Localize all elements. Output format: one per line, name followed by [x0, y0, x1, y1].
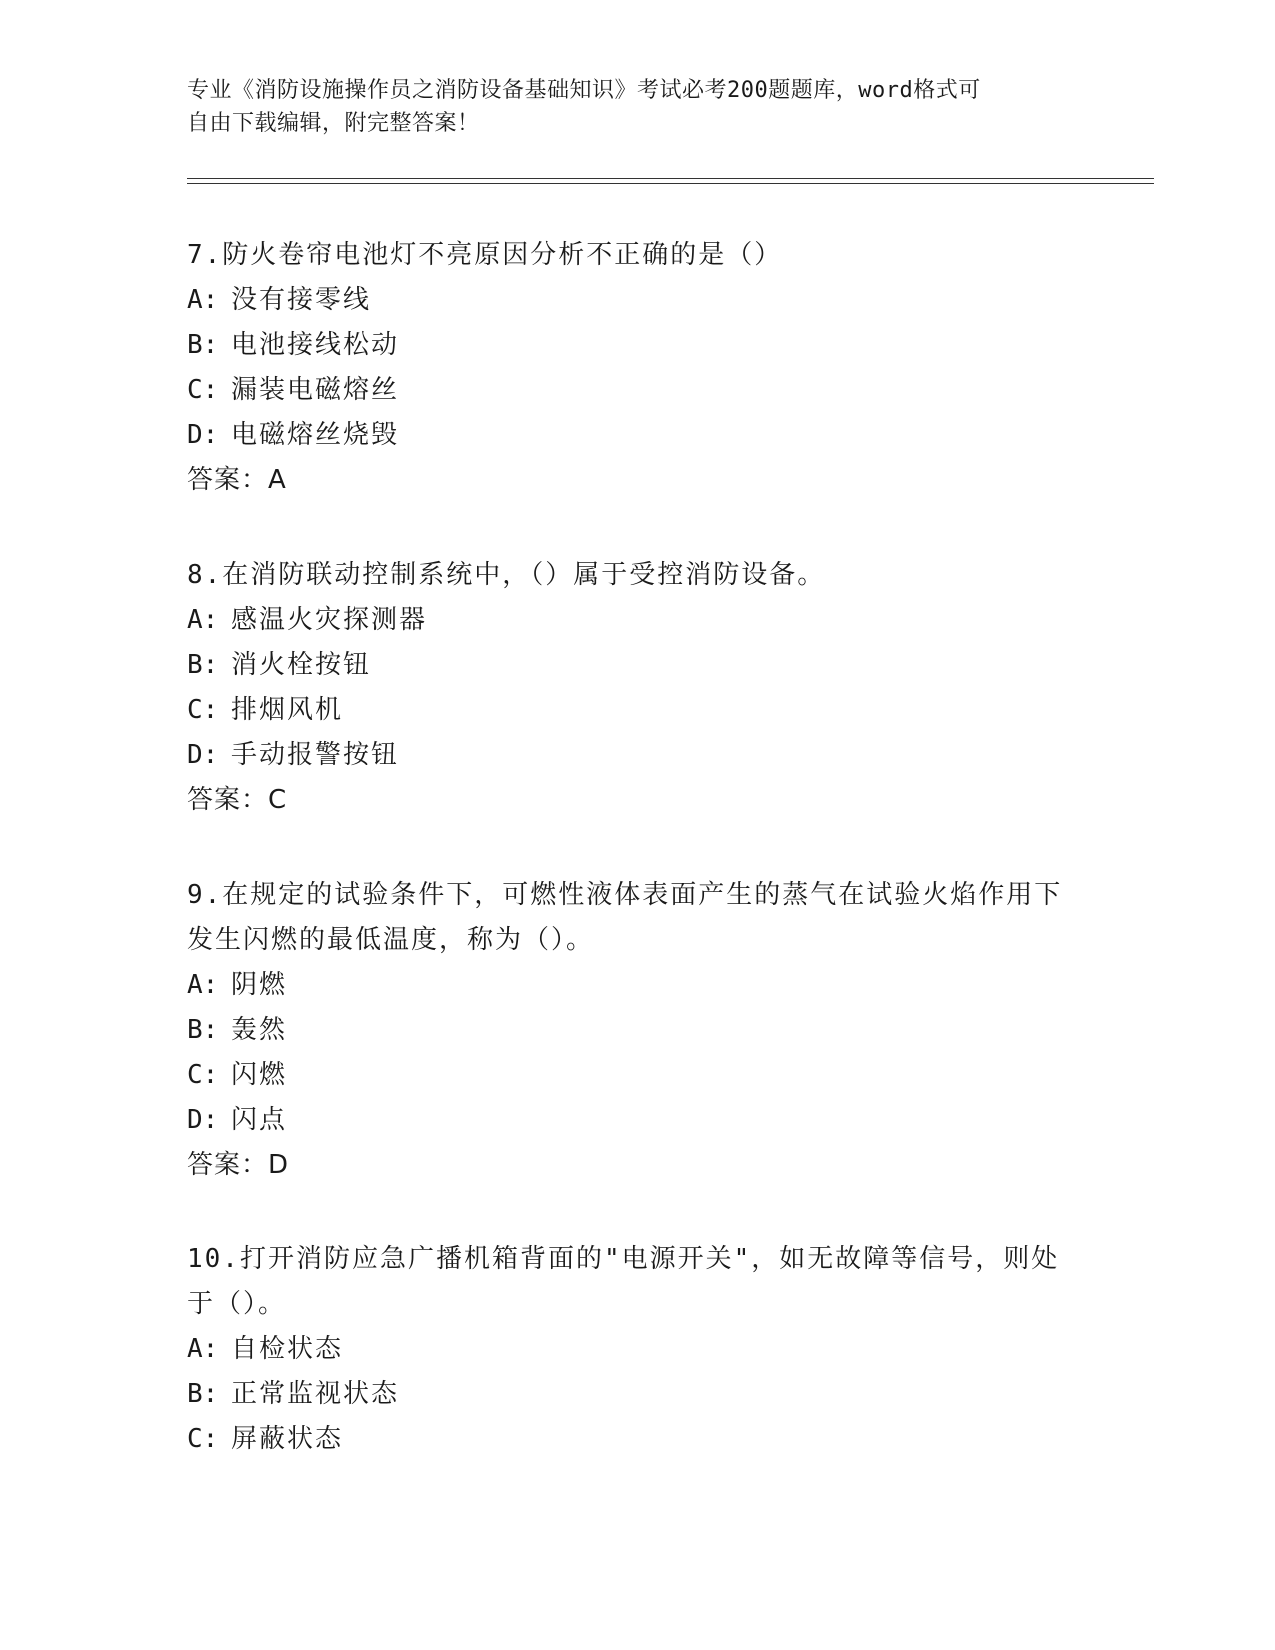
option-c [187, 688, 1067, 733]
option-d [187, 1098, 1067, 1143]
option-text: 自检状态 [231, 1334, 344, 1364]
question-9 [187, 873, 1067, 1188]
option-text: 排烟风机 [231, 695, 344, 725]
header-line-2: 自由下载编辑，附完整答案！ [187, 111, 480, 136]
option-c [187, 1417, 1067, 1462]
option-text: 阴燃 [231, 970, 288, 1000]
option-d [187, 413, 1067, 458]
option-key: A: [187, 605, 219, 635]
answer-line: 答案：D [187, 1150, 290, 1180]
question-stem: 9.在规定的试验条件下，可燃性液体表面产生的蒸气在试验火焰作用下发生闪燃的最低温度，称为（）。 [187, 880, 1063, 955]
answer-line: 答案：A [187, 465, 287, 495]
option-text: 没有接零线 [231, 285, 372, 315]
option-a [187, 278, 1067, 323]
option-c [187, 1053, 1067, 1098]
option-b [187, 1008, 1067, 1053]
header-line-1: 专业《消防设施操作员之消防设备基础知识》考试必考200题题库，word格式可 [187, 78, 981, 103]
option-key: D: [187, 420, 219, 450]
option-key: B: [187, 330, 219, 360]
option-key: C: [187, 375, 219, 405]
option-b [187, 1372, 1067, 1417]
option-text: 感温火灾探测器 [231, 605, 428, 635]
header-divider-top [187, 178, 1154, 179]
option-key: D: [187, 1105, 219, 1135]
option-key: C: [187, 1424, 219, 1454]
option-key: B: [187, 1379, 219, 1409]
option-text: 手动报警按钮 [231, 740, 400, 770]
option-key: A: [187, 285, 219, 315]
option-text: 屏蔽状态 [231, 1424, 344, 1454]
question-stem: 8.在消防联动控制系统中，（）属于受控消防设备。 [187, 560, 826, 590]
option-key: B: [187, 650, 219, 680]
option-text: 漏装电磁熔丝 [231, 375, 400, 405]
question-7 [187, 233, 1067, 503]
option-a [187, 963, 1067, 1008]
option-text: 电池接线松动 [231, 330, 400, 360]
option-b [187, 323, 1067, 368]
option-a [187, 1327, 1067, 1372]
option-text: 闪燃 [231, 1060, 288, 1090]
answer-line: 答案：C [187, 785, 288, 815]
option-text: 轰然 [231, 1015, 288, 1045]
option-text: 消火栓按钮 [231, 650, 372, 680]
header-divider-bottom [187, 183, 1154, 184]
question-10 [187, 1237, 1067, 1462]
option-key: D: [187, 740, 219, 770]
option-d [187, 733, 1067, 778]
option-text: 正常监视状态 [231, 1379, 400, 1409]
question-8 [187, 553, 1067, 823]
option-key: B: [187, 1015, 219, 1045]
question-stem: 7.防火卷帘电池灯不亮原因分析不正确的是（） [187, 240, 783, 270]
document-header [187, 74, 1067, 140]
option-b [187, 643, 1067, 688]
option-key: A: [187, 970, 219, 1000]
option-text: 电磁熔丝烧毁 [231, 420, 400, 450]
option-c [187, 368, 1067, 413]
question-stem: 10.打开消防应急广播机箱背面的"电源开关"，如无故障等信号，则处于（）。 [187, 1244, 1060, 1319]
option-key: A: [187, 1334, 219, 1364]
option-key: C: [187, 695, 219, 725]
option-a [187, 598, 1067, 643]
option-key: C: [187, 1060, 219, 1090]
option-text: 闪点 [231, 1105, 288, 1135]
